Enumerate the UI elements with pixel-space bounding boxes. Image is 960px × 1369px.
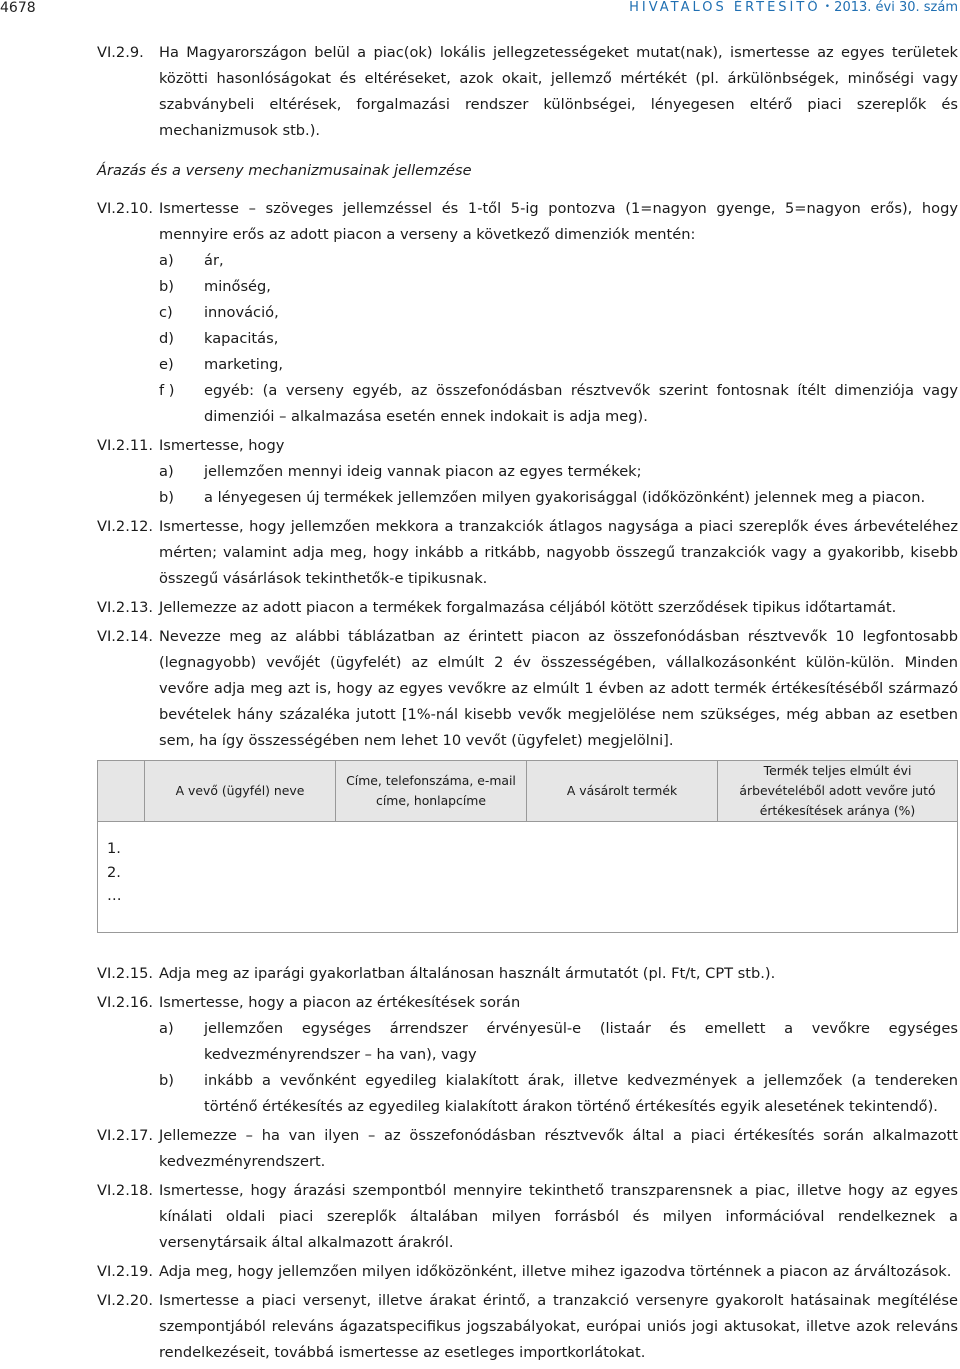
table-header-cell: Címe, telefonszáma, e-mail címe, honlapcíme	[336, 761, 527, 822]
issue-label: 2013. évi 30. szám	[834, 0, 958, 15]
sub-letter: b)	[159, 1072, 174, 1089]
item-number: VI.2.10.	[97, 200, 154, 217]
item-text: Jellemezze – ha van ilyen – az összefonódásban résztvevők által a piaci értékesítés során alkalmazott kedvezményrendszert.	[159, 1127, 958, 1170]
item-text: Ha Magyarországon belül a piac(ok) lokális jellegzetességeket mutat(nak), ismertesse az egyes területek közötti hasonlóságokat és eltéréseket, azok okait, jellemző mértékét (pl. árkülönbségek, minőségi vagy szabványbeli eltérések, forgalmazási rendszer különbségei, lényegesen eltérő piaci szereplők és mechanizmusok stb.).	[159, 44, 958, 139]
row-number: 1.	[98, 822, 958, 859]
journal-masthead	[629, 0, 958, 15]
row-number: 2.	[98, 858, 958, 886]
item-vi-2-18	[97, 1178, 958, 1256]
item-vi-2-17	[97, 1123, 958, 1175]
item-vi-2-14	[97, 624, 958, 754]
table-header-cell: A vásárolt termék	[527, 761, 718, 822]
item-text: Ismertesse, hogy jellemzően mekkora a tranzakciók átlagos nagysága a piaci szereplők éves árbevételéhez mérten; valamint adja meg, hogy inkább a ritkább, nagyobb összegű tranzakciók vagy a gyakoribb, kisebb összegű vásárlások tekinthetők-e tipikusnak.	[159, 518, 958, 587]
sub-letter: f )	[159, 382, 175, 399]
item-vi-2-9	[97, 40, 958, 144]
item-vi-2-12	[97, 514, 958, 592]
item-number: VI.2.15.	[97, 965, 154, 982]
item-body	[159, 433, 958, 511]
document-body	[97, 40, 958, 1369]
sub-item	[159, 459, 958, 485]
sub-letter: e)	[159, 356, 174, 373]
table-header-row	[98, 761, 958, 822]
sub-item	[159, 485, 958, 511]
sub-text: inkább a vevőnként egyedileg kialakított árak, illetve kedvezmények a jellemzőek (a tendereken történő értékesítés az egyedileg kialakított árakon történő értékesítés egyik alesetének tekintendő).	[204, 1072, 958, 1115]
item-text: Ismertesse, hogy a piacon az értékesítések során	[159, 994, 521, 1011]
header-separator: •	[824, 2, 831, 12]
item-number: VI.2.17.	[97, 1127, 154, 1144]
item-text: Ismertesse, hogy árazási szempontból mennyire tekinthető transzparensnek a piac, illetve hogy az egyes kínálati oldali piaci szereplők általában milyen forrásból és milyen információval rendelkeznek a versenytársaik által alkalmazott árakról.	[159, 1182, 958, 1251]
item-number: VI.2.16.	[97, 994, 154, 1011]
item-text: Adja meg az iparági gyakorlatban általánosan használt ármutatót (pl. Ft/t, CPT stb.).	[159, 965, 776, 982]
item-number: VI.2.9.	[97, 44, 144, 61]
page-number: 4678	[0, 0, 36, 16]
item-vi-2-20	[97, 1288, 958, 1366]
customer-table	[97, 760, 958, 933]
page-header	[0, 0, 960, 22]
item-number: VI.2.18.	[97, 1182, 154, 1199]
sub-letter: b)	[159, 489, 174, 506]
sub-item	[159, 378, 958, 430]
sub-text: marketing,	[204, 356, 283, 373]
journal-title: HIVATALOS ÉRTESÍTŐ	[629, 0, 821, 15]
sub-letter: a)	[159, 252, 174, 269]
sub-text: a lényegesen új termékek jellemzően milyen gyakorisággal (időközönként) jelennek meg a piacon.	[204, 489, 926, 506]
sub-item	[159, 1068, 958, 1120]
item-body	[159, 196, 958, 430]
item-text: Adja meg, hogy jellemzően milyen időközönként, illetve mihez igazodva történnek a piacon az árváltozások.	[159, 1263, 952, 1280]
sub-text: kapacitás,	[204, 330, 279, 347]
sub-text: egyéb: (a verseny egyéb, az összefonódásban résztvevők szerint fontosnak ítélt dimenziója vagy dimenziói – alkalmazása esetén ennek indokait is adja meg).	[204, 382, 958, 425]
item-number: VI.2.13.	[97, 599, 154, 616]
sub-letter: c)	[159, 304, 173, 321]
sub-item	[159, 274, 958, 300]
sub-item	[159, 300, 958, 326]
item-body	[159, 990, 958, 1120]
table-row	[98, 858, 958, 886]
sub-text: jellemzően egységes árrendszer érvényesül-e (listaár és emellett a vevőkre egységes kedvezményrendszer – ha van), vagy	[204, 1020, 958, 1063]
item-number: VI.2.19.	[97, 1263, 154, 1280]
item-number: VI.2.11.	[97, 437, 154, 454]
table-row	[98, 886, 958, 933]
item-vi-2-13	[97, 595, 958, 621]
item-number: VI.2.12.	[97, 518, 154, 535]
sub-text: minőség,	[204, 278, 271, 295]
table-header-cell	[98, 761, 145, 822]
sub-letter: d)	[159, 330, 174, 347]
item-vi-2-16	[97, 990, 958, 1120]
item-text: Ismertesse – szöveges jellemzéssel és 1-től 5-ig pontozva (1=nagyon gyenge, 5=nagyon erős), hogy mennyire erős az adott piacon a verseny a következő dimenziók mentén:	[159, 200, 958, 243]
row-number: …	[98, 886, 958, 933]
sub-item	[159, 1016, 958, 1068]
sub-text: jellemzően mennyi ideig vannak piacon az egyes termékek;	[204, 463, 642, 480]
item-text: Jellemezze az adott piacon a termékek forgalmazása céljából kötött szerződések tipikus időtartamát.	[159, 599, 897, 616]
sub-letter: a)	[159, 463, 174, 480]
section-heading: Árazás és a verseny mechanizmusainak jellemzése	[97, 162, 472, 179]
item-vi-2-19	[97, 1259, 958, 1285]
item-vi-2-15	[97, 961, 958, 987]
item-vi-2-10	[97, 196, 958, 430]
sub-item	[159, 248, 958, 274]
sub-text: innováció,	[204, 304, 279, 321]
sub-letter: a)	[159, 1020, 174, 1037]
item-text: Ismertesse, hogy	[159, 437, 285, 454]
item-text: Nevezze meg az alábbi táblázatban az érintett piacon az összefonódásban résztvevők 10 legfontosabb (legnagyobb) vevőjét (ügyfelét) az elmúlt 2 év összességében, vállalkozásonként külön-külön. Minden vevőre adja meg azt is, hogy az egyes vevőkre az elmúlt 1 évben az adott termék értékesítéséből származó bevételek hány százaléka jutott [1%-nál kisebb vevők megjelölése nem szükséges, még abban az esetben sem, ha így összességében nem lehet 10 vevőt (ügyfelet) megjelölni].	[159, 628, 958, 749]
sub-item	[159, 352, 958, 378]
table-row	[98, 822, 958, 859]
item-text: Ismertesse a piaci versenyt, illetve árakat érintő, a tranzakció versenyre gyakorolt hatásainak megítélése szempontjából releváns ágazatspecifikus jogszabályokat, európai uniós jogi aktusokat, illetve azok releváns rendelkezéseit, továbbá ismertesse az esetleges importkorlátokat.	[159, 1292, 958, 1361]
sub-text: ár,	[204, 252, 224, 269]
item-number: VI.2.14.	[97, 628, 154, 645]
table-header-cell: Termék teljes elmúlt évi árbevételéből adott vevőre jutó értékesítések aránya (%)	[718, 761, 958, 822]
table-header-cell: A vevő (ügyfél) neve	[145, 761, 336, 822]
sub-item	[159, 326, 958, 352]
item-number: VI.2.20.	[97, 1292, 154, 1309]
sub-letter: b)	[159, 278, 174, 295]
item-vi-2-11	[97, 433, 958, 511]
